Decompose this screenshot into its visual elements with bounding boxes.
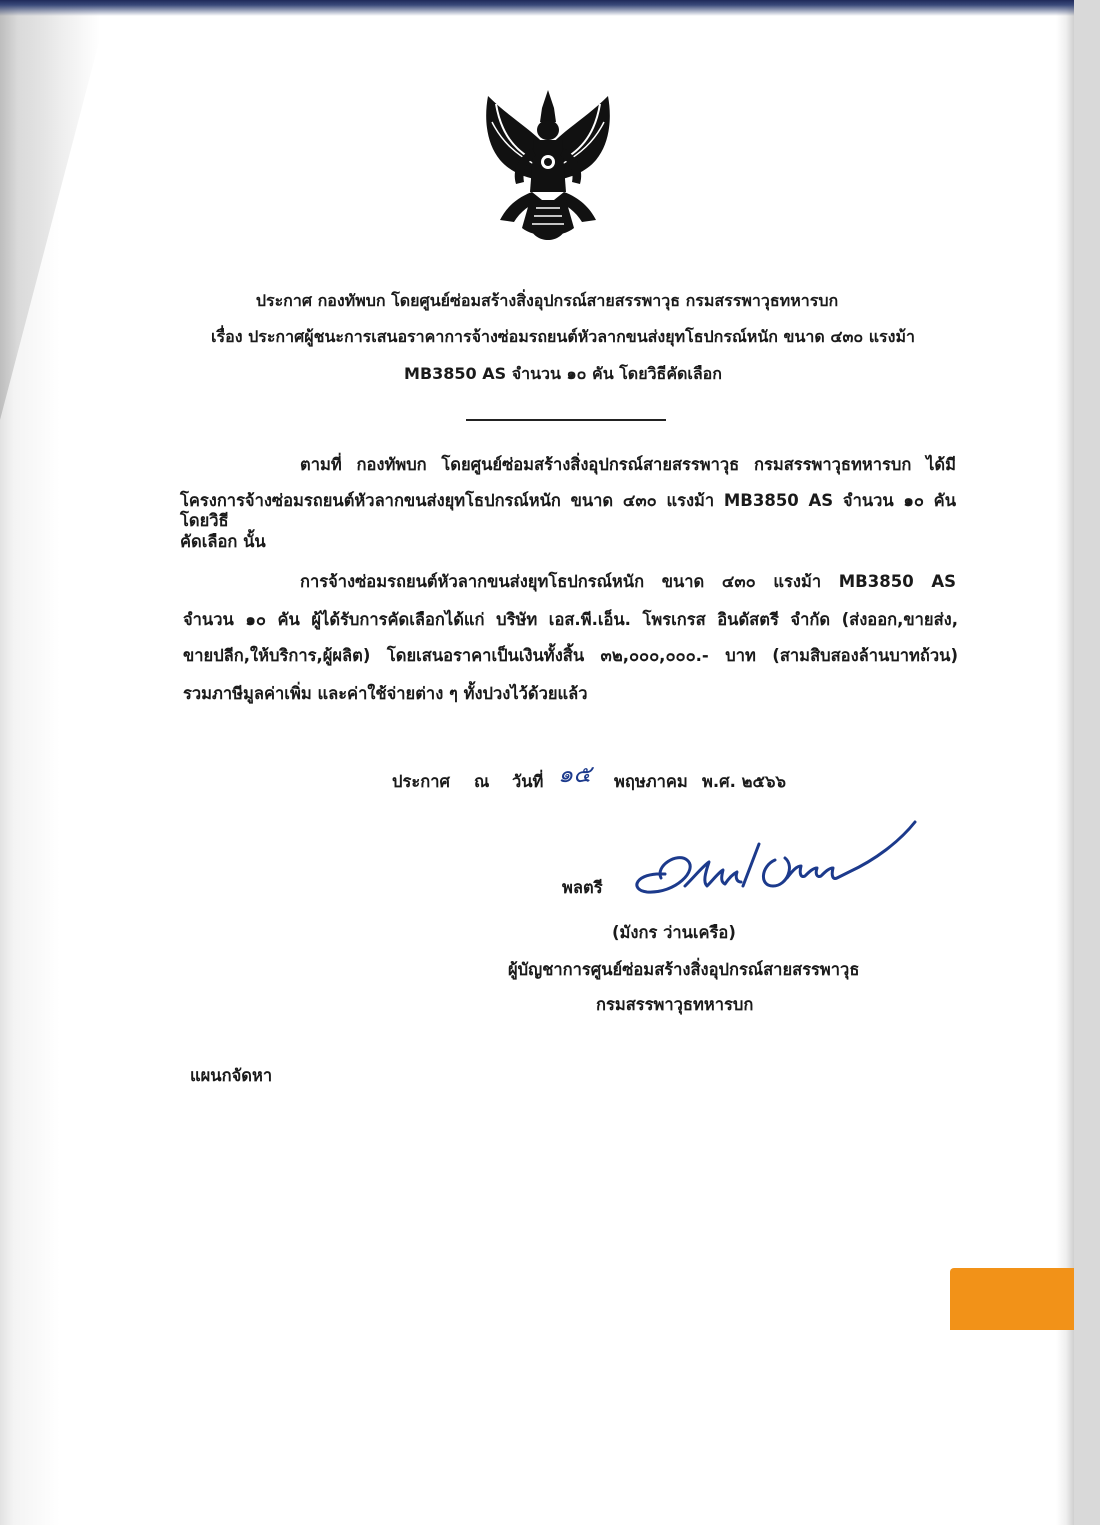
announcement-subject-line: เรื่อง ประกาศผู้ชนะการเสนอราคาการจ้างซ่อมรถยนต์หัวลากขนส่งยุทโธปกรณ์หนัก ขนาด ๔๓๐ แรงม้า: [211, 327, 915, 346]
date-day-handwritten: ๑๕: [558, 760, 592, 788]
title-divider: [466, 419, 666, 421]
date-month: พฤษภาคม: [614, 772, 688, 791]
paragraph-1-line-1: ตามที่ กองทัพบก โดยศูนย์ซ่อมสร้างสิ่งอุปกรณ์สายสรรพาวุธ กรมสรรพาวุธทหารบก ได้มี: [300, 455, 956, 474]
signatory-position: ผู้บัญชาการศูนย์ซ่อมสร้างสิ่งอุปกรณ์สายสรรพาวุธ: [508, 960, 860, 979]
paragraph-2-line-4: รวมภาษีมูลค่าเพิ่ม และค่าใช้จ่ายต่าง ๆ ทั้งปวงไว้ด้วยแล้ว: [183, 684, 588, 703]
paragraph-2-line-2: จำนวน ๑๐ คัน ผู้ได้รับการคัดเลือกได้แก่ บริษัท เอส.พี.เอ็น. โพรเกรส อินดัสตรี จำกัด (ส่งออก,ขายส่ง,: [183, 610, 958, 629]
announcement-title-line-1: ประกาศ กองทัพบก โดยศูนย์ซ่อมสร้างสิ่งอุปกรณ์สายสรรพาวุธ กรมสรรพาวุธทหารบก: [255, 291, 839, 310]
garuda-emblem-icon: [470, 88, 626, 248]
date-year: พ.ศ. ๒๕๖๖: [702, 772, 786, 791]
date-day-label: วันที่: [512, 772, 544, 791]
paragraph-1-line-3: คัดเลือก นั้น: [180, 532, 266, 551]
paragraph-2-line-3: ขายปลีก,ให้บริการ,ผู้ผลิต) โดยเสนอราคาเป็นเงินทั้งสิ้น ๓๒,๐๐๐,๐๐๐.- บาท (สามสิบสองล้านบาทถ้วน): [183, 646, 958, 665]
footer-section: แผนกจัดหา: [190, 1066, 273, 1085]
scan-edge-top: [0, 0, 1074, 16]
announcement-subject-line-2: MB3850 AS จำนวน ๑๐ คัน โดยวิธีคัดเลือก: [404, 364, 722, 383]
signatory-name: (มังกร ว่านเครือ): [612, 923, 736, 942]
paragraph-2-line-1: การจ้างซ่อมรถยนต์หัวลากขนส่งยุทโธปกรณ์หนัก ขนาด ๔๓๐ แรงม้า MB3850 AS: [300, 572, 956, 591]
orange-tab-marker: [950, 1268, 1074, 1330]
date-announced-label: ประกาศ: [392, 772, 450, 791]
paragraph-1-line-2: โครงการจ้างซ่อมรถยนต์หัวลากขนส่งยุทโธปกรณ์หนัก ขนาด ๔๓๐ แรงม้า MB3850 AS จำนวน ๑๐ คัน โดยวิธี: [180, 491, 956, 530]
date-at-label: ณ: [474, 772, 490, 791]
handwritten-signature-icon: [625, 816, 925, 902]
signatory-rank: พลตรี: [562, 878, 603, 897]
signatory-department: กรมสรรพาวุธทหารบก: [596, 995, 754, 1014]
